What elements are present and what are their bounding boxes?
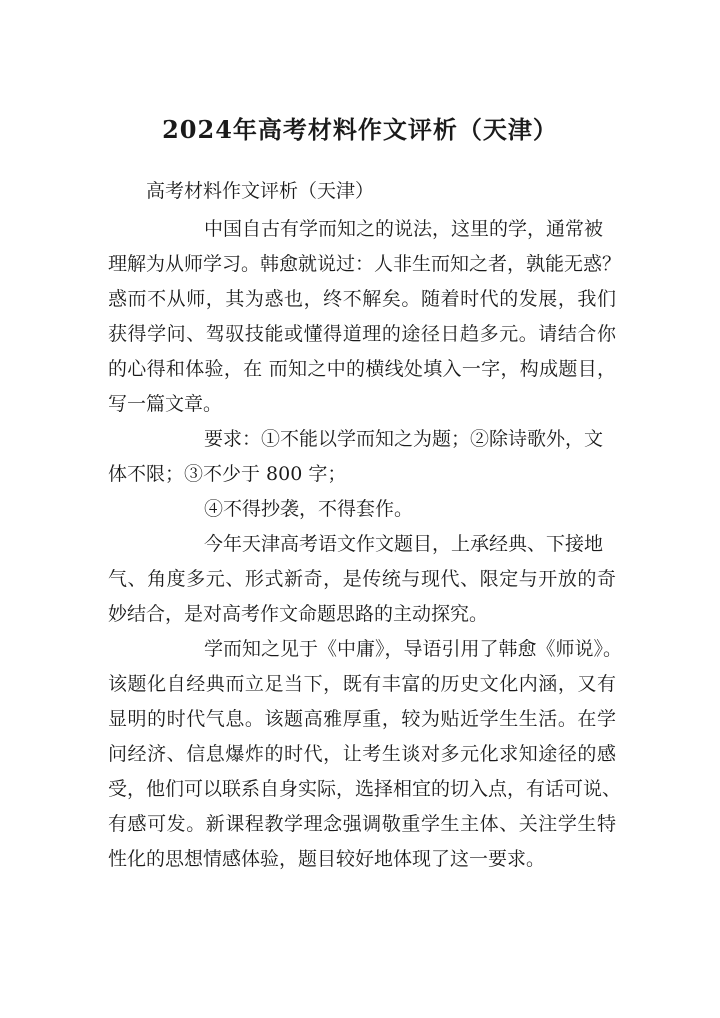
text-line: 要求：①不能以学而知之为题；②除诗歌外，文 bbox=[204, 428, 604, 450]
text-line: 该题化自经典而立足当下，既有丰富的历史文化内涵，又有 bbox=[108, 673, 616, 695]
document-body bbox=[108, 212, 623, 877]
text-line: 性化的思想情感体验，题目较好地体现了这一要求。 bbox=[108, 848, 546, 870]
text-line: 中国自古有学而知之的说法，这里的学，通常被 bbox=[204, 218, 604, 240]
text-line: 惑而不从师，其为惑也，终不解矣。随着时代的发展，我们 bbox=[108, 288, 616, 310]
text-line: 学而知之见于《中庸》，导语引用了韩愈《师说》。 bbox=[204, 638, 623, 660]
text-line: 体不限；③不少于 800 字； bbox=[108, 463, 347, 485]
text-line: 的心得和体验，在 而知之中的横线处填入一字，构成题目， bbox=[108, 358, 616, 380]
document-subtitle: 高考材料作文评析（天津） bbox=[146, 180, 375, 202]
text-line: ④不得抄袭，不得套作。 bbox=[204, 498, 414, 520]
text-line: 写一篇文章。 bbox=[108, 393, 223, 415]
text-line: 显明的时代气息。该题高雅厚重，较为贴近学生生活。在学 bbox=[108, 708, 616, 730]
text-line: 获得学问、驾驭技能或懂得道理的途径日趋多元。请结合你 bbox=[108, 323, 616, 345]
text-line: 气、角度多元、形式新奇，是传统与现代、限定与开放的奇 bbox=[108, 568, 616, 590]
text-line: 理解为从师学习。韩愈就说过：人非生而知之者，孰能无惑？ bbox=[108, 253, 622, 275]
document-title: 2024年高考材料作文评析（天津） bbox=[162, 115, 558, 144]
text-line: 有感可发。新课程教学理念强调敬重学生主体、关注学生特 bbox=[108, 813, 616, 835]
text-line: 问经济、信息爆炸的时代，让考生谈对多元化求知途径的感 bbox=[108, 743, 616, 765]
text-line: 妙结合，是对高考作文命题思路的主动探究。 bbox=[108, 603, 489, 625]
text-line: 今年天津高考语文作文题目，上承经典、下接地 bbox=[204, 533, 604, 555]
text-line: 受，他们可以联系自身实际，选择相宜的切入点，有话可说、 bbox=[108, 778, 622, 800]
